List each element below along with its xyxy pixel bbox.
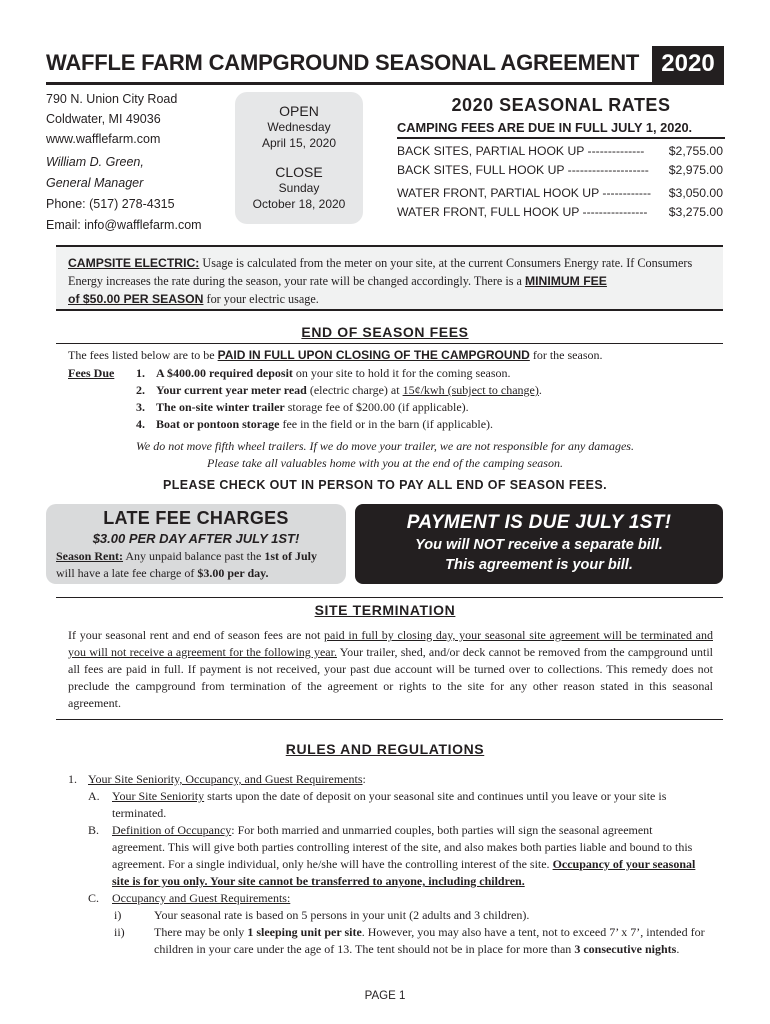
email[interactable]: Email: info@wafflefarm.com [46, 218, 202, 232]
section-divider [56, 597, 723, 598]
fee-item [68, 365, 542, 382]
fee-num: 4. [136, 417, 145, 431]
rule-subsub-text: Your seasonal rate is based on 5 persons in your unit (2 adults and 3 children). [154, 908, 530, 922]
address-line-2: Coldwater, MI 49036 [46, 112, 161, 126]
fee-num: 1. [136, 366, 145, 380]
rule-sub-num: C. [88, 891, 100, 905]
rate-label: BACK SITES, PARTIAL HOOK UP -------------- [397, 144, 645, 158]
rule-subsub-bold-2: 3 consecutive nights [574, 942, 677, 956]
rule-sub-text: starts upon the date of deposit on your seasonal site and continues until you leave or your site is terminated. [112, 789, 667, 820]
rates-divider [397, 137, 725, 139]
late-fee-bold-1: 1st of July [264, 549, 317, 563]
fees-list [68, 365, 542, 433]
rule-sub-title: Definition of Occupancy [112, 823, 232, 837]
payment-title: PAYMENT IS DUE JULY 1ST! [406, 512, 672, 533]
rates-subheading: CAMPING FEES ARE DUE IN FULL JULY 1, 2020. [397, 120, 693, 135]
section-divider [56, 343, 723, 344]
address-line-1: 790 N. Union City Road [46, 92, 178, 106]
rate-price: $2,975.00 [668, 163, 723, 177]
manager-name: William D. Green, [46, 155, 144, 169]
rate-price: $3,275.00 [668, 205, 723, 219]
fee-bold: The on-site winter trailer [156, 400, 285, 414]
fee-rest: on your site to hold it for the coming season. [292, 366, 511, 380]
electric-text-1: Usage is calculated from the meter on your site, at the current Consumers Energy rate. If Consumers Energy increases the rate during the season, your rate will be changed accordingly. There is a [68, 256, 693, 288]
termination-heading: SITE TERMINATION [314, 602, 456, 618]
rates-heading: 2020 SEASONAL RATES [451, 95, 671, 115]
section-divider [56, 719, 723, 720]
rule-subsub-num: ii) [114, 925, 125, 939]
fee-bold: Boat or pontoon storage [156, 417, 280, 431]
fees-intro [68, 347, 718, 364]
rule-subsub-mid: . However, you may also have a tent, not to exceed 7’ x 7’, intended for children in your care under the age of 13. The tent should not be in place for more than [154, 925, 705, 956]
termination-text [68, 627, 713, 712]
fee-rest: fee in the field or in the barn (if applicable). [279, 417, 494, 431]
end-of-season-heading: END OF SEASON FEES [301, 324, 469, 340]
rule-subsub-bold: 1 sleeping unit per site [247, 925, 362, 939]
year-badge: 2020 [652, 46, 724, 82]
rate-label: BACK SITES, FULL HOOK UP -------------------- [397, 163, 649, 177]
fees-intro-post: for the season. [529, 348, 603, 362]
rule-subitem [68, 822, 708, 890]
late-fee-text-2: will have a late fee charge of [56, 566, 198, 580]
checkout-notice: PLEASE CHECK OUT IN PERSON TO PAY ALL END OF SEASON FEES. [163, 478, 607, 492]
address-block [46, 89, 177, 150]
title-divider [46, 82, 724, 85]
page-number: PAGE 1 [364, 990, 406, 1002]
fees-intro-bold: PAID IN FULL UPON CLOSING OF THE CAMPGROUND [217, 348, 530, 362]
phone: Phone: (517) 278-4315 [46, 197, 175, 211]
termination-post: Your trailer, shed, and/or deck cannot be removed from the campground until all fees are paid in full. If payment is not received, your past due account will be turned over to collections. This remedy does not preclude the campground from termination of the agreement or rights to the site for any other reason stated in this seasonal agreement. [68, 645, 713, 710]
rate-label: WATER FRONT, FULL HOOK UP ---------------- [397, 205, 648, 219]
late-fee-title: LATE FEE CHARGES [103, 508, 289, 528]
rule-sub-num: B. [88, 823, 100, 837]
rule-sub-text: : For both married and unmarried couples, both parties will sign the seasonal agreement agreement. This will give both parties controlling interest of the site, and also makes both parties liable and bound to this agreement. For a single individual, only he/she will have the controlling interest of the site. [112, 823, 693, 871]
rule-colon: : [362, 772, 366, 786]
rule-num: 1. [68, 772, 77, 786]
fee-item [68, 399, 542, 416]
fee-rest-underlined: 15¢/kwh (subject to change) [402, 383, 539, 397]
electric-text-2: for your electric usage. [203, 292, 319, 306]
rule-sub-title: Occupancy and Guest Requirements: [112, 891, 291, 905]
late-fee-text-1: Any unpaid balance past the [123, 549, 265, 563]
close-date: October 18, 2020 [252, 197, 346, 211]
rule-subsubitem [68, 924, 708, 958]
page-title: WAFFLE FARM CAMPGROUND SEASONAL AGREEMENT [46, 50, 640, 75]
rule-sub-bold: Occupancy of your seasonal site is for you only. Your site cannot be transferred to anyone, including children. [112, 857, 696, 888]
season-rent-label: Season Rent: [56, 549, 124, 563]
electric-label: CAMPSITE ELECTRIC: [68, 256, 200, 270]
late-fee-text [56, 548, 346, 582]
rule-subsubitem [68, 907, 708, 924]
open-day: Wednesday [267, 120, 331, 134]
fee-item [68, 382, 542, 399]
rule-title: Your Site Seniority, Occupancy, and Guest Requirements [88, 772, 363, 786]
fee-bold: A $400.00 required deposit [156, 366, 293, 380]
rule-sub-num: A. [88, 789, 100, 803]
termination-pre: If your seasonal rent and end of season fees are not [68, 628, 325, 642]
electric-text [68, 254, 708, 308]
rate-price: $3,050.00 [668, 186, 723, 200]
late-fee-subtitle: $3.00 PER DAY AFTER JULY 1ST! [92, 531, 300, 546]
valuables-note: Please take all valuables home with you at the end of the camping season. [207, 456, 563, 470]
rule-subitem [68, 890, 708, 907]
manager-title: General Manager [46, 176, 144, 190]
rules-list [68, 771, 708, 958]
rate-price: $2,755.00 [668, 144, 723, 158]
close-label: CLOSE [275, 164, 323, 180]
fee-bold: Your current year meter read [156, 383, 307, 397]
close-day: Sunday [278, 181, 320, 195]
late-fee-bold-2: $3.00 per day. [197, 566, 269, 580]
open-date: April 15, 2020 [261, 136, 337, 150]
rule-subsub-num: i) [114, 908, 122, 922]
termination-underlined: paid in full by closing day, your seasonal site agreement will be terminated and you will not receive a agreement for the following year. [68, 628, 713, 659]
fee-num: 2. [136, 383, 145, 397]
rule-subitem [68, 788, 708, 822]
fee-num: 3. [136, 400, 145, 414]
rule-item [68, 771, 708, 788]
season-dates-box [235, 92, 363, 224]
min-fee-1: MINIMUM FEE [524, 274, 607, 288]
rate-label: WATER FRONT, PARTIAL HOOK UP ------------ [397, 186, 652, 200]
payment-line-2: This agreement is your bill. [445, 557, 633, 573]
rate-row [397, 205, 723, 219]
open-label: OPEN [279, 103, 319, 119]
manager-block [46, 152, 202, 236]
website-link[interactable]: www.wafflefarm.com [46, 132, 161, 146]
fees-due-label: Fees Due [68, 366, 115, 380]
fees-intro-pre: The fees listed below are to be [68, 348, 218, 362]
min-fee-2: of $50.00 PER SEASON [68, 292, 204, 306]
fee-rest: storage fee of $200.00 (if applicable). [284, 400, 469, 414]
rule-sub-title: Your Site Seniority [112, 789, 205, 803]
rate-row [397, 186, 723, 200]
rate-row [397, 144, 723, 158]
rule-subsub-pre: There may be only [154, 925, 248, 939]
rule-subsub-end: . [676, 942, 680, 956]
payment-line-1: You will NOT receive a separate bill. [415, 537, 663, 553]
fee-item [68, 416, 542, 433]
fee-rest-pre: (electric charge) at [306, 383, 403, 397]
trailer-note: We do not move fifth wheel trailers. If we do move your trailer, we are not responsible for any damages. [136, 439, 634, 453]
rate-row [397, 163, 723, 177]
rules-heading: RULES AND REGULATIONS [285, 741, 485, 757]
fee-rest: . [538, 383, 542, 397]
